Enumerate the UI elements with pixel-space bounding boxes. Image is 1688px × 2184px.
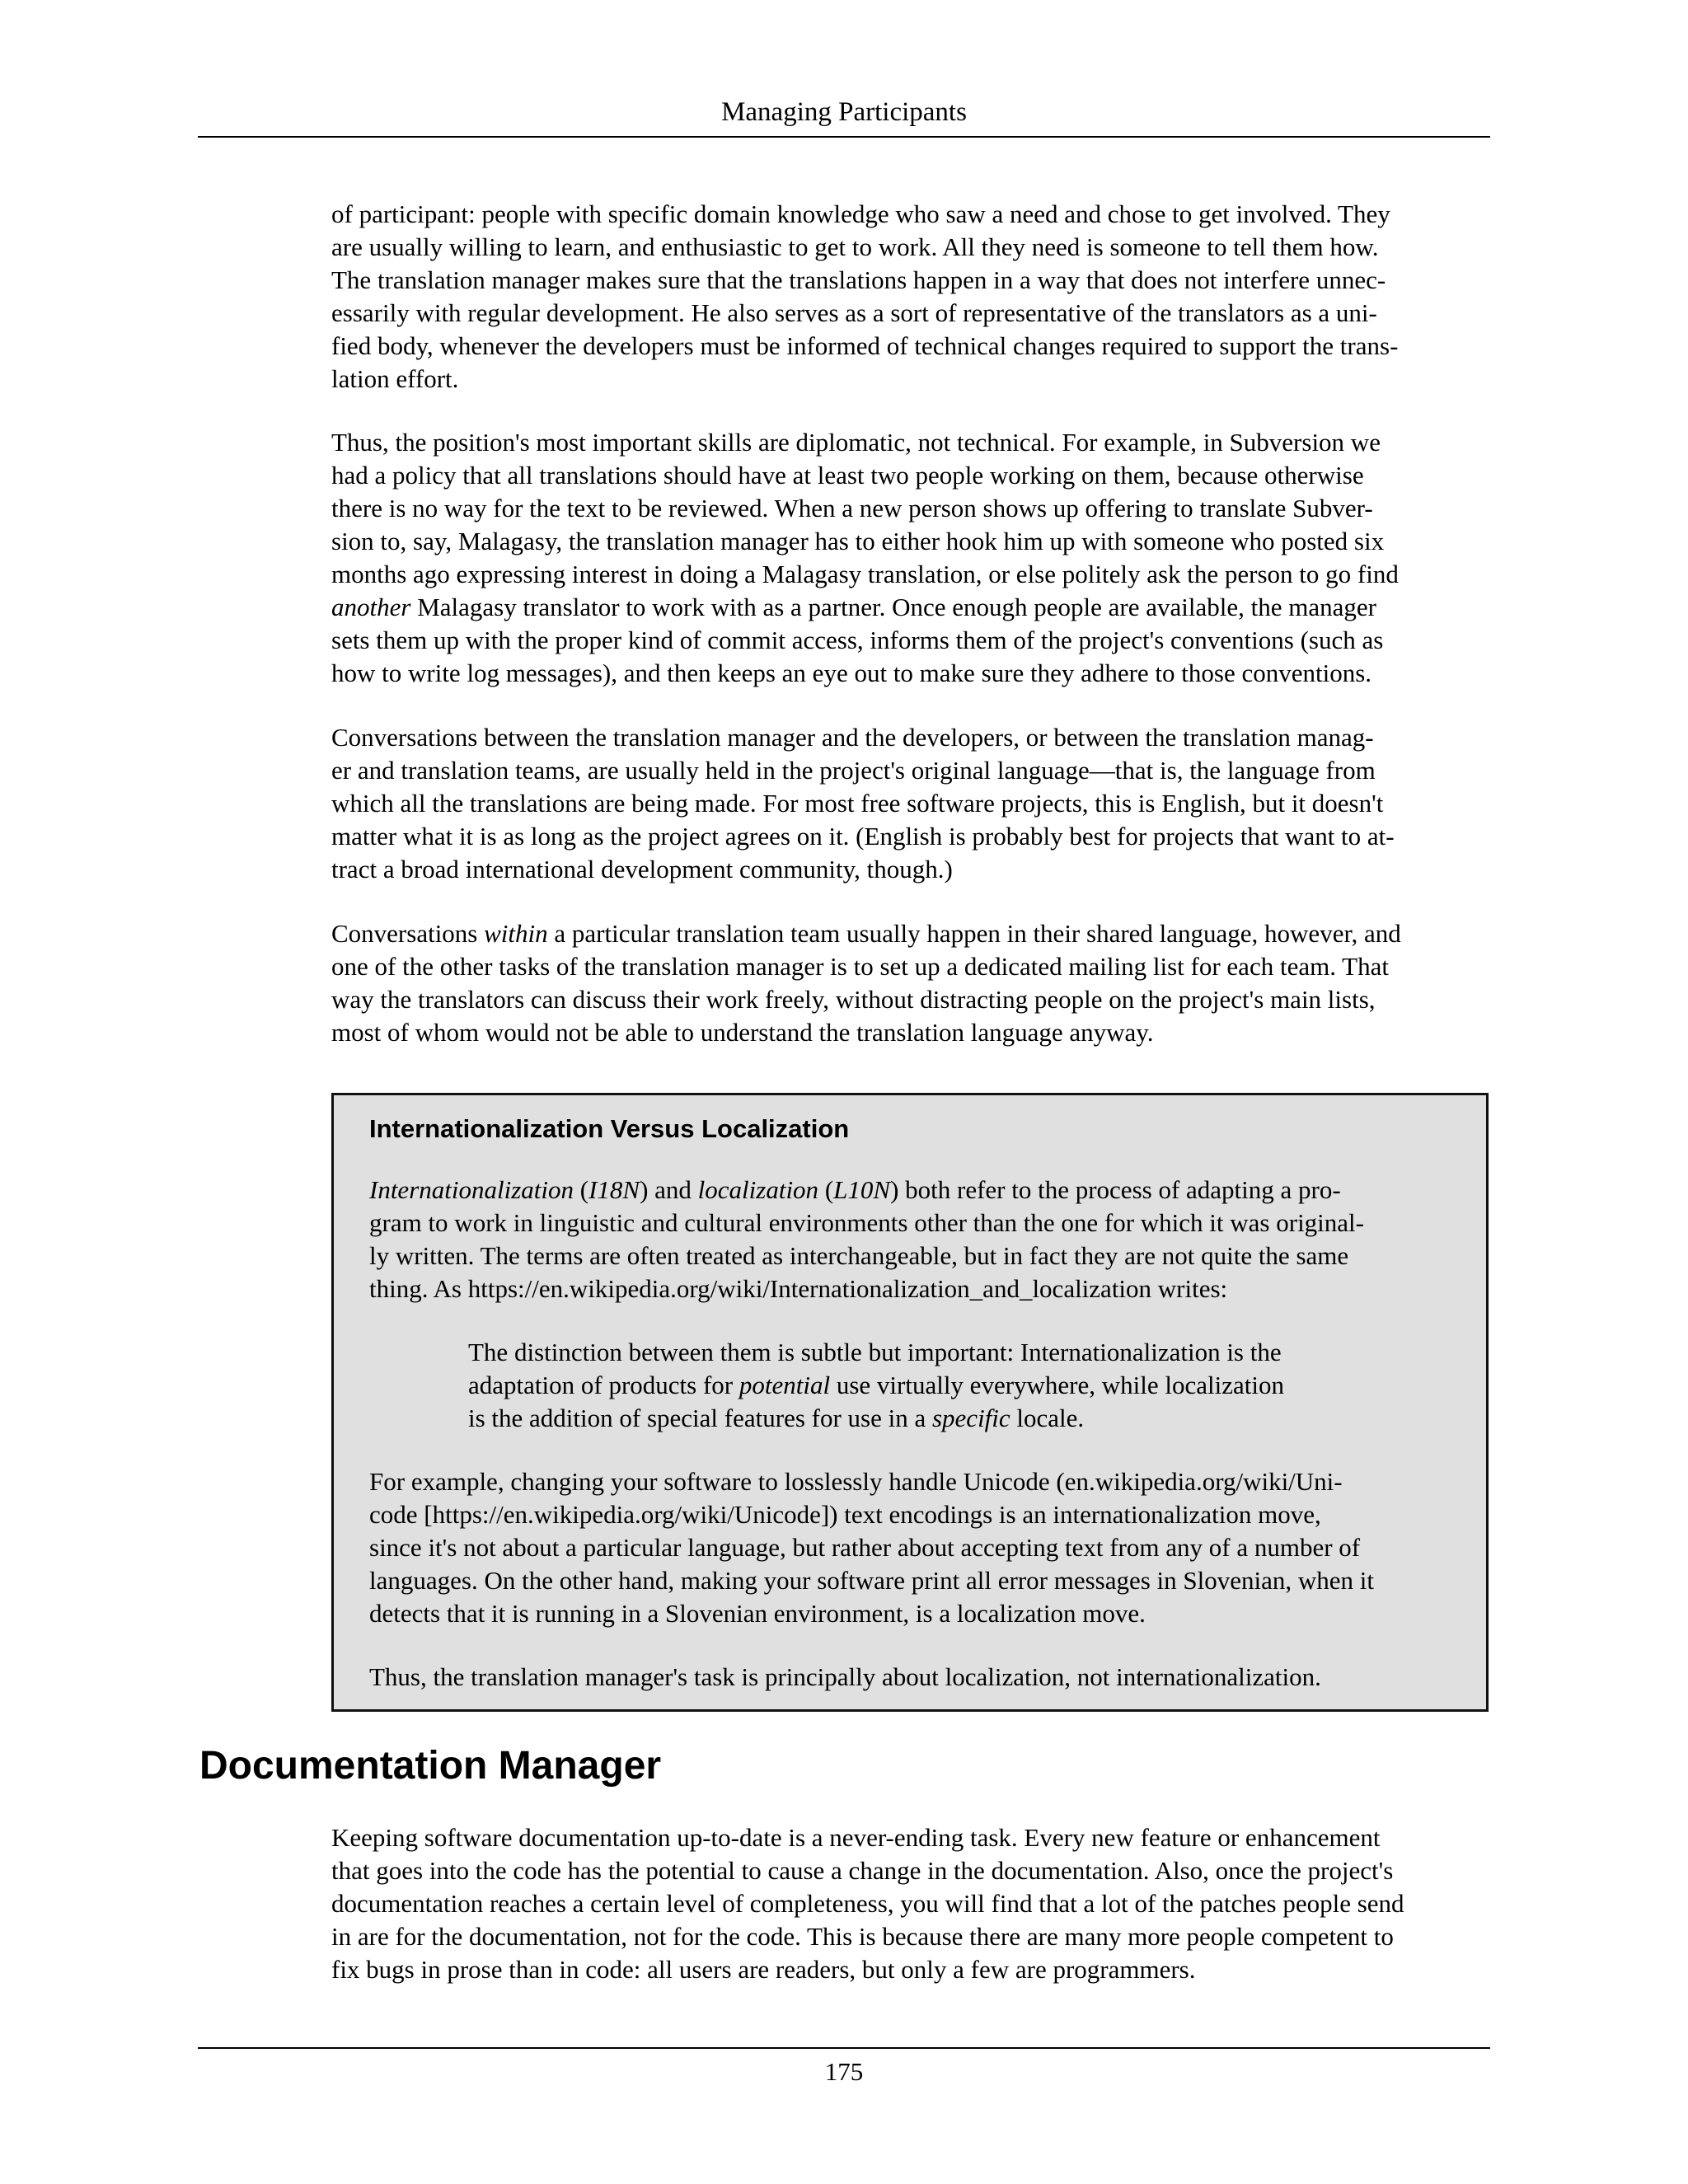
text-line: which all the translations are being made. For most free software projects, this is English, but it doesn't — [331, 789, 1384, 818]
text-line: most of whom would not be able to understand the translation language anyway. — [331, 1018, 1154, 1047]
sidebar-paragraph-example — [369, 1465, 1449, 1630]
text-run: Conversations — [331, 919, 485, 948]
text-line: Keeping software documentation up-to-date is a never-ending task. Every new feature or enhancement — [331, 1823, 1381, 1852]
text-line — [331, 917, 1490, 950]
text-run: adaptation of products for — [468, 1371, 739, 1399]
text-line: Conversations between the translation manager and the developers, or between the translation manag- — [331, 723, 1374, 752]
text-line: Thus, the position's most important skills are diplomatic, not technical. For example, in Subversion we — [331, 428, 1381, 457]
text-line: essarily with regular development. He also serves as a sort of representative of the translators as a uni- — [331, 298, 1377, 327]
text-line: sets them up with the proper kind of commit access, informs them of the project's conventions (such as — [331, 626, 1384, 654]
footer-rule — [198, 2047, 1490, 2049]
text-line: ly written. The terms are often treated as interchangeable, but in fact they are not quite the same — [369, 1241, 1349, 1270]
paragraph-conversations-language — [331, 721, 1490, 886]
text-line: that goes into the code has the potential to cause a change in the documentation. Also, once the project's — [331, 1856, 1394, 1885]
text-line: For example, changing your software to losslessly handle Unicode (en.wikipedia.org/wiki/Uni- — [369, 1467, 1343, 1496]
text-run: ( — [574, 1175, 589, 1204]
sidebar-title: Internationalization Versus Localization — [369, 1114, 850, 1143]
emphasis: I18N — [588, 1175, 640, 1204]
text-line: The translation manager makes sure that the translations happen in a way that does not interfere unnec- — [331, 265, 1386, 294]
sidebar-blockquote — [468, 1336, 1342, 1435]
text-run: is the addition of special features for use in a — [468, 1404, 932, 1432]
text-line: how to write log messages), and then keeps an eye out to make sure they adhere to those conventions. — [331, 658, 1372, 687]
emphasis: potential — [738, 1371, 831, 1399]
text-line: matter what it is as long as the project agrees on it. (English is probably best for projects that want to at- — [331, 822, 1395, 851]
header-rule — [198, 136, 1490, 138]
paragraph-documentation-manager — [331, 1821, 1490, 1986]
sidebar-paragraph-definitions — [369, 1174, 1449, 1305]
emphasis: within — [484, 919, 548, 948]
sidebar-box — [331, 1093, 1489, 1712]
paragraph-diplomatic-skills — [331, 426, 1490, 690]
emphasis: Internationalization — [369, 1175, 574, 1204]
text-line: gram to work in linguistic and cultural environments other than the one for which it was original- — [369, 1208, 1364, 1237]
text-line: lation effort. — [331, 364, 459, 393]
text-run: a particular translation team usually happen in their shared language, however, and — [547, 919, 1401, 948]
text-line — [468, 1369, 1342, 1402]
text-run: use virtually everywhere, while localization — [830, 1371, 1284, 1399]
text-line: Thus, the translation manager's task is principally about localization, not internationalization. — [369, 1662, 1321, 1691]
sidebar-paragraph-conclusion — [369, 1661, 1449, 1694]
text-line: The distinction between them is subtle but important: Internationalization is the — [468, 1338, 1282, 1366]
text-line: in are for the documentation, not for the code. This is because there are many more people competent to — [331, 1922, 1394, 1951]
text-line: er and translation teams, are usually held in the project's original language—that is, the language from — [331, 756, 1376, 785]
text-line: code [https://en.wikipedia.org/wiki/Unicode]) text encodings is an internationalization move, — [369, 1500, 1321, 1529]
text-line: there is no way for the text to be reviewed. When a new person shows up offering to translate Subver- — [331, 494, 1373, 523]
text-line — [369, 1174, 1449, 1207]
text-line: months ago expressing interest in doing a Malagasy translation, or else politely ask the person to go find — [331, 560, 1399, 588]
text-line: detects that it is running in a Slovenian environment, is a localization move. — [369, 1599, 1146, 1628]
text-line: tract a broad international development community, though.) — [331, 855, 953, 883]
text-run: Malagasy translator to work with as a partner. Once enough people are available, the manager — [410, 593, 1376, 621]
text-line: way the translators can discuss their work freely, without distracting people on the project's main lists, — [331, 985, 1376, 1014]
text-run: ( — [818, 1175, 834, 1204]
text-run: locale. — [1010, 1404, 1085, 1432]
text-line: fied body, whenever the developers must be informed of technical changes required to support the trans- — [331, 331, 1399, 360]
text-run: ) both refer to the process of adapting a pro- — [890, 1175, 1341, 1204]
text-line: of participant: people with specific domain knowledge who saw a need and chose to get involved. They — [331, 199, 1390, 228]
emphasis: localization — [697, 1175, 819, 1204]
text-line: fix bugs in prose than in code: all users are readers, but only a few are programmers. — [331, 1955, 1196, 1984]
text-line: documentation reaches a certain level of completeness, you will find that a lot of the patches people send — [331, 1889, 1404, 1918]
text-line: one of the other tasks of the translation manager is to set up a dedicated mailing list for each team. That — [331, 952, 1389, 981]
text-line: thing. As https://en.wikipedia.org/wiki/Internationalization_and_localization writes: — [369, 1274, 1228, 1303]
page-number: 175 — [824, 2057, 864, 2086]
text-line: sion to, say, Malagasy, the translation manager has to either hook him up with someone who posted six — [331, 527, 1385, 555]
paragraph-translators-role — [331, 198, 1490, 396]
text-line: are usually willing to learn, and enthusiastic to get to work. All they need is someone to tell them how. — [331, 232, 1379, 261]
text-line — [468, 1402, 1342, 1435]
text-line: since it's not about a particular language, but rather about accepting text from any of a number of — [369, 1533, 1361, 1562]
text-run: ) and — [640, 1175, 698, 1204]
text-line — [331, 591, 1490, 624]
paragraph-team-mailing-lists — [331, 917, 1490, 1049]
text-line: had a policy that all translations should have at least two people working on them, because otherwise — [331, 461, 1364, 490]
text-line: languages. On the other hand, making your software print all error messages in Slovenian, when it — [369, 1566, 1375, 1595]
emphasis: L10N — [833, 1175, 891, 1204]
section-heading: Documentation Manager — [199, 1744, 662, 1788]
running-header: Managing Participants — [721, 97, 967, 127]
emphasis: specific — [931, 1404, 1010, 1432]
emphasis: another — [331, 593, 411, 621]
